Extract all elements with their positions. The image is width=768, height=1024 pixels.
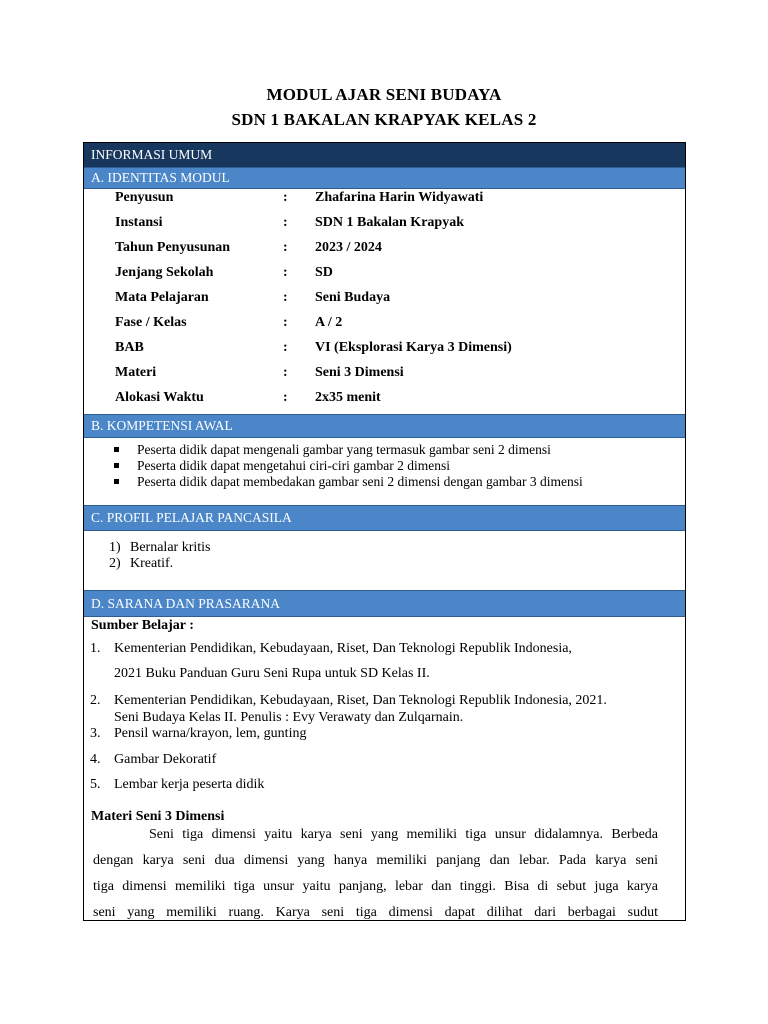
sarana-item-text: Kementerian Pendidikan, Kebudayaan, Riset, Dan Teknologi Republik Indonesia, [114,641,572,656]
identity-value: 2023 / 2024 [315,240,382,255]
section-header-profil-pancasila: C. PROFIL PELAJAR PANCASILA [84,505,685,531]
identity-value: VI (Eksplorasi Karya 3 Dimensi) [315,340,512,355]
identity-separator: : [283,265,288,280]
materi-paragraph-line: seni yang memiliki ruang. Karya seni tiga dimensi dapat dilihat dari berbagai sudut [93,905,658,920]
profil-item-number: 2) [109,556,121,571]
identity-label: Jenjang Sekolah [115,265,214,280]
identity-separator: : [283,240,288,255]
sarana-item-number: 3. [90,726,101,741]
section-header-kompetensi-awal: B. KOMPETENSI AWAL [84,414,685,438]
identity-label: Fase / Kelas [115,315,187,330]
document-title: MODUL AJAR SENI BUDAYA [266,85,502,104]
bullet-icon [114,479,119,484]
profil-item-number: 1) [109,540,121,555]
identity-separator: : [283,340,288,355]
sarana-item-text-cont: 2021 Buku Panduan Guru Seni Rupa untuk SD Kelas II. [114,666,430,681]
materi-paragraph-line: Seni tiga dimensi yaitu karya seni yang memiliki tiga unsur didalamnya. Berbeda [149,827,658,842]
section-header-informasi-umum: INFORMASI UMUM [84,143,685,167]
sumber-belajar-heading: Sumber Belajar : [91,618,194,633]
identity-label: Alokasi Waktu [115,390,204,405]
identity-separator: : [283,315,288,330]
identity-value: Zhafarina Harin Widyawati [315,190,484,205]
sarana-item-number: 2. [90,693,101,708]
identity-value: SD [315,265,333,280]
bullet-icon [114,447,119,452]
sarana-item-text-cont: Seni Budaya Kelas II. Penulis : Evy Verawaty dan Zulqarnain. [114,710,464,725]
sarana-item-number: 1. [90,641,101,656]
profil-item-text: Kreatif. [130,556,174,571]
identity-value: 2x35 menit [315,390,381,405]
identity-label: BAB [115,340,144,355]
identity-separator: : [283,365,288,380]
module-table: INFORMASI UMUM A. IDENTITAS MODUL Penyusun : Zhafarina Harin Widyawati Instansi : SDN 1 Bakalan Krapyak Tahun Penyusunan : 2023 / 2024 Jenjang Sekolah : SD Mata Pelajaran : Seni Budaya Fase / Kelas : A / 2 BAB : VI (Eksplorasi Karya 3 Dimensi) Materi : Seni 3 Dimensi Alokasi Waktu : 2x35 menit B. KOMPETENSI AWAL Peserta didik dapat mengenali gambar yang termasuk gambar seni 2 dimensi Peserta didik dapat mengetahui ciri-ciri gambar 2 dimensi Peserta didik dapat membedakan gambar seni 2 dimensi dengan gambar 3 dimensi C. PROFIL PELAJAR PANCASILA 1) Bernalar kritis 2) Kreatif. D. SARANA DAN PRASARANA Sumber Belajar : 1. Kementerian Pendidikan, Kebudayaan, Riset, Dan Teknologi Republik Indonesia, 2021 Buku Panduan Guru Seni Rupa untuk SD Kelas II. 2. Kementerian Pendidikan, Kebudayaan, Riset, Dan Teknologi Republik Indonesia, 2021. Seni Budaya Kelas II. Penulis : Evy Verawaty dan Zulqarnain. 3. Pensil warna/krayon, lem, gunting 4. Gambar Dekoratif 5. Lembar kerja peserta didik Materi Seni 3 Dimensi Seni tiga dimensi yaitu karya seni yang memiliki tiga unsur didalamnya. Berbeda dengan karya seni dua dimensi yang hanya memiliki panjang dan lebar. Pada karya seni tiga dimensi memiliki tiga unsur yaitu panjang, lebar dan tinggi. Bisa di sebut juga karya seni yang memiliki ruang. Karya seni tiga dimensi dapat dilihat dari berbagai sudut [83,142,686,921]
materi-paragraph-line: tiga dimensi memiliki tiga unsur yaitu panjang, lebar dan tinggi. Bisa di sebut juga karya [93,879,658,894]
identity-label: Mata Pelajaran [115,290,209,305]
materi-heading: Materi Seni 3 Dimensi [91,809,225,824]
sarana-item-number: 4. [90,752,101,767]
section-header-identitas-modul: A. IDENTITAS MODUL [84,167,685,189]
identity-label: Tahun Penyusunan [115,240,231,255]
identity-separator: : [283,290,288,305]
section-header-sarana-prasarana: D. SARANA DAN PRASARANA [84,590,685,617]
identity-label: Instansi [115,215,163,230]
identity-separator: : [283,215,288,230]
materi-paragraph-line: dengan karya seni dua dimensi yang hanya memiliki panjang dan lebar. Pada karya seni [93,853,658,868]
identity-value: Seni 3 Dimensi [315,365,404,380]
sarana-item-text: Gambar Dekoratif [114,752,217,767]
identity-separator: : [283,390,288,405]
identity-value: Seni Budaya [315,290,391,305]
identity-label: Penyusun [115,190,174,205]
identity-separator: : [283,190,288,205]
sarana-item-number: 5. [90,777,101,792]
identity-value: A / 2 [315,315,343,330]
bullet-icon [114,463,119,468]
identity-label: Materi [115,365,157,380]
sarana-item-text: Lembar kerja peserta didik [114,777,265,792]
document-subtitle: SDN 1 BAKALAN KRAPYAK KELAS 2 [231,110,537,129]
sarana-item-text: Kementerian Pendidikan, Kebudayaan, Riset, Dan Teknologi Republik Indonesia, 2021. [114,693,607,708]
sarana-item-text: Pensil warna/krayon, lem, gunting [114,726,307,741]
identity-value: SDN 1 Bakalan Krapyak [315,215,464,230]
profil-item-text: Bernalar kritis [130,540,211,555]
